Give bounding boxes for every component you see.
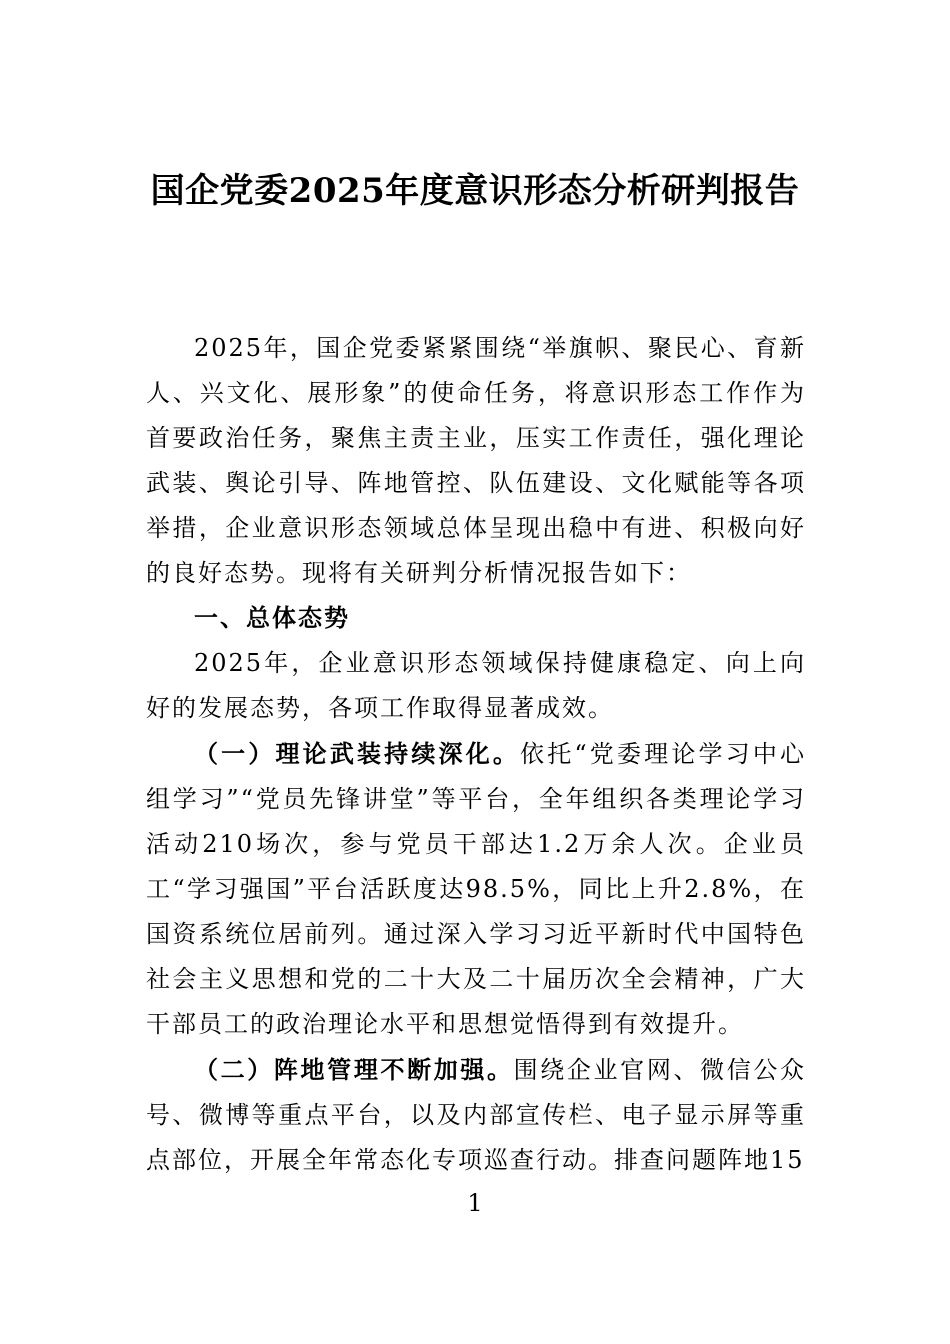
page-number: 1 [467, 1189, 483, 1217]
section-overall-paragraph: 2025年，企业意识形态领域保持健康稳定、向上向好的发展态势，各项工作取得显著成效。 [146, 649, 806, 722]
intro-paragraph: 2025年，国企党委紧紧围绕“举旗帜、聚民心、育新人、兴文化、展形象”的使命任务，将意识形态工作作为首要政治任务，聚焦主责主业，压实工作责任，强化理论武装、舆论引导、阵地管控、队伍建设、文化赋能等各项举措，企业意识形态领域总体呈现出稳中有进、积极向好的良好态势。现将有关研判分析情况报告如下： [146, 334, 806, 587]
item-theory-paragraph [146, 731, 806, 1047]
section-heading-overall-situation: 一、总体态势 [194, 604, 350, 632]
document-title: 国企党委2025年度意识形态分析研判报告 [150, 171, 800, 211]
item-position-text: 围绕企业官网、微信公众号、微博等重点平台，以及内部宣传栏、电子显示屏等重点部位，开展全年常态化专项巡查行动。排查问题阵地15 [146, 1056, 807, 1174]
item-position-lead: （二）阵地管理不断加强。 [194, 1055, 514, 1084]
item-position-paragraph [146, 1047, 806, 1183]
item-theory-text: 依托“党委理论学习中心组学习”“党员先锋讲堂”等平台，全年组织各类理论学习活动210场次，参与党员干部达1.2万余人次。企业员工“学习强国”平台活跃度达98.5%，同比上升2.8%，在国资系统位居前列。通过深入学习习近平新时代中国特色社会主义思想和党的二十大及二十届历次全会精神，广大干部员工的政治理论水平和思想觉悟得到有效提升。 [146, 740, 806, 1038]
document-body [146, 326, 806, 1183]
item-theory-lead: （一）理论武装持续深化。 [194, 739, 521, 768]
